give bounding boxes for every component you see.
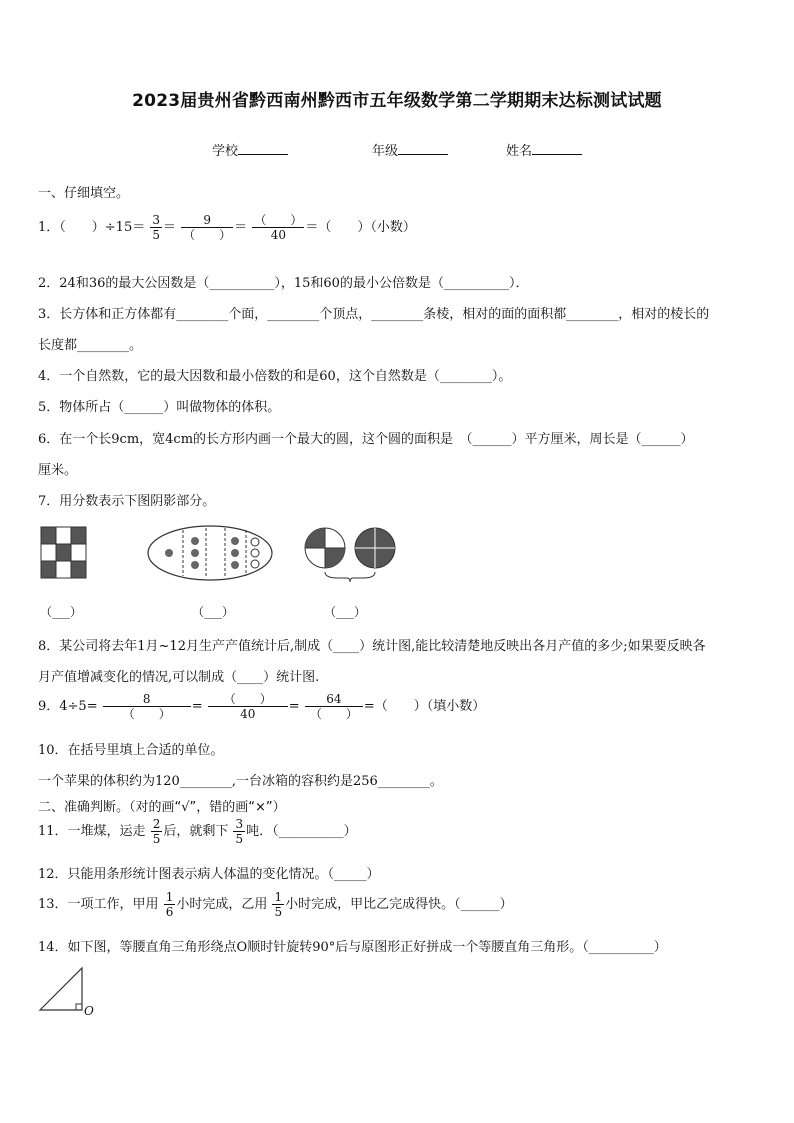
question-4: 4．一个自然数，它的最大因数和最小倍数的和是60，这个自然数是（________）。	[38, 369, 512, 384]
question-8: 8．某公司将去年1月~12月生产产值统计后,制成（____）统计图,能比较清楚地反映出各月产值的多少;如果要反映各	[38, 639, 706, 654]
page-title: 2023届贵州省黔西南州黔西市五年级数学第二学期期末达标测试试题	[132, 91, 662, 111]
grid-shaded-figure	[40, 526, 90, 582]
question-5: 5．物体所占（______）叫做物体的体积。	[38, 400, 281, 415]
question-3-cont: 长度都________。	[38, 338, 143, 353]
figure-2-answer[interactable]: （___）	[192, 605, 235, 619]
question-1: 1．（ ）÷15＝ $\frac{3}{5}$ ＝ $\frac{9}{( )}$ ＝ $\frac{( )}{40}$ ＝（ ）（小数）	[38, 213, 416, 242]
name-field[interactable]: 姓名	[506, 140, 582, 159]
fraction: $\frac{1}{6}$	[165, 890, 174, 919]
fraction: $\frac{2}{5}$	[152, 817, 161, 846]
section-heading: 一、仔细填空。	[38, 186, 130, 201]
question-6: 6．在一个长9cm，宽4cm的长方形内画一个最大的圆，这个圆的面积是 （______）平方厘米，周长是（______）	[38, 432, 694, 447]
circles-shaded-figure	[303, 526, 403, 582]
fraction: $\frac{( )}{40}$	[208, 692, 288, 721]
fraction: $\frac{8}{( )}$	[103, 692, 191, 721]
oval-dots-figure	[145, 524, 275, 582]
fraction: $\frac{( )}{40}$	[254, 213, 303, 242]
figure-1-answer[interactable]: （___）	[40, 605, 83, 619]
question-3: 3．长方体和正方体都有________个面，________个顶点，________条棱，相对的面的面积都________，相对的棱长的	[38, 307, 710, 322]
fraction: $\frac{3}{5}$	[235, 817, 244, 846]
point-o-label: O	[84, 1004, 94, 1018]
fraction: $\frac{64}{( )}$	[305, 692, 363, 721]
question-9: 9．4÷5= $\frac{8}{( )}$ = $\frac{( )}{40}$ = $\frac{64}{( )}$ =（ ）（填小数）	[38, 692, 486, 721]
fraction: $\frac{3}{5}$	[152, 213, 160, 242]
figure-3-answer[interactable]: （___）	[324, 605, 367, 619]
question-10-cont: 一个苹果的体积约为120________,一台冰箱的容积约是256________。	[38, 774, 443, 789]
fraction: $\frac{9}{( )}$	[183, 213, 232, 242]
question-14: 14．如下图，等腰直角三角形绕点O顺时针旋转90°后与原图形正好拼成一个等腰直角三角形。（__________）	[38, 940, 667, 955]
fraction: $\frac{1}{5}$	[274, 890, 283, 919]
question-12: 12．只能用条形统计图表示病人体温的变化情况。（_____）	[38, 867, 380, 882]
question-11: 11．一堆煤，运走 $\frac{2}{5}$ 后，就剩下 $\frac{3}{5}$ 吨．（__________）	[38, 817, 357, 846]
question-2: 2．24和36的最大公因数是（__________），15和60的最小公倍数是（__________）．	[38, 276, 529, 291]
question-8-cont: 月产值增减变化的情况,可以制成（____）统计图.	[38, 670, 320, 685]
question-6-cont: 厘米。	[38, 463, 78, 478]
grade-field[interactable]: 年级	[372, 140, 448, 159]
question-10: 10．在括号里填上合适的单位。	[38, 743, 224, 758]
question-7: 7．用分数表示下图阴影部分。	[38, 494, 216, 509]
school-field[interactable]: 学校	[212, 140, 288, 159]
section-heading: 二、准确判断。（对的画“√”，错的画“×”）	[38, 800, 286, 815]
question-13: 13．一项工作，甲用 $\frac{1}{6}$ 小时完成，乙用 $\frac{1}{5}$ 小时完成，甲比乙完成得快。（______）	[38, 890, 513, 919]
